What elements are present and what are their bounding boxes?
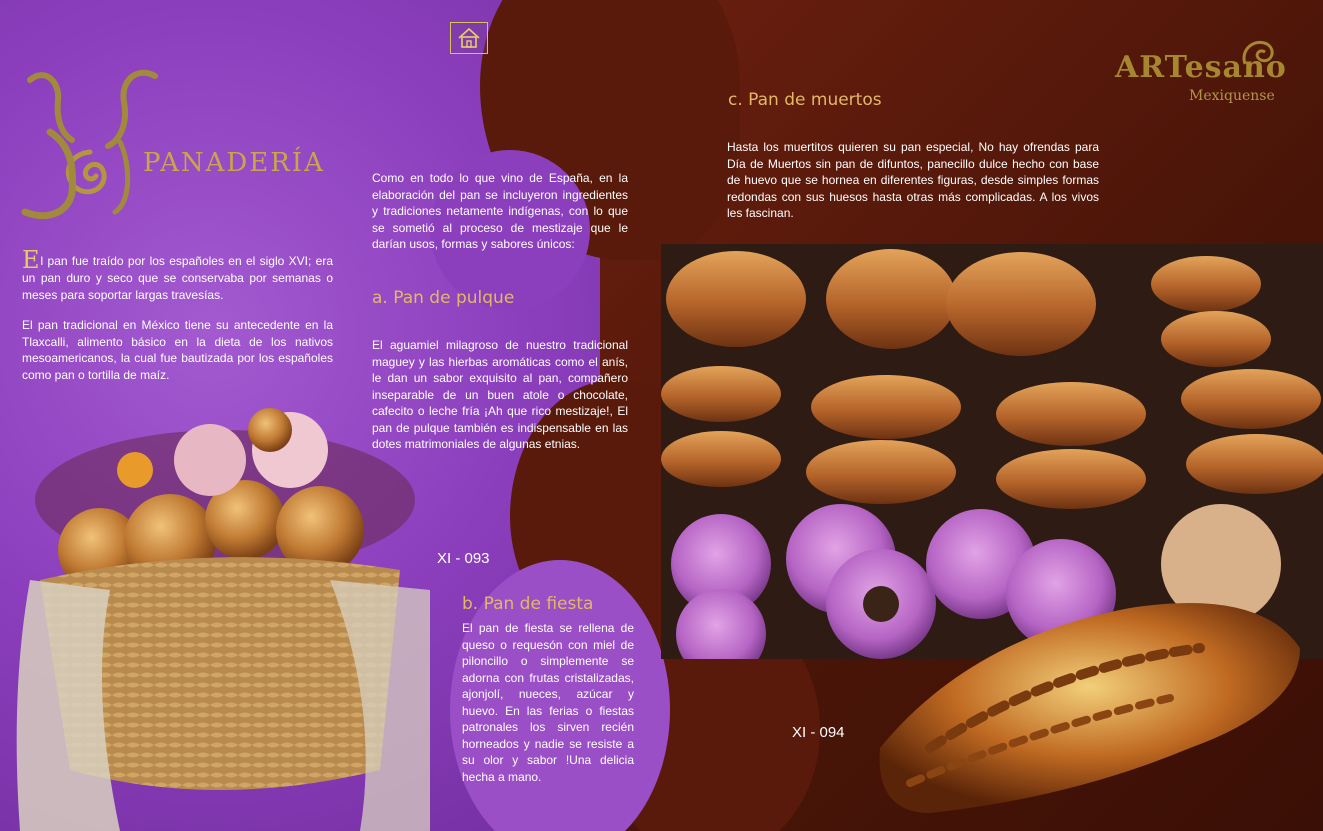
pulque-title: a. Pan de pulque: [372, 288, 515, 308]
swirl-logo-icon: [20, 62, 170, 232]
item-code-right: XI - 094: [792, 724, 845, 741]
drop-cap: E: [22, 246, 40, 274]
home-icon: [457, 27, 481, 49]
fiesta-body: El pan de fiesta se rellena de queso o requesón con miel de piloncillo o simplemente se adorna con frutas cristalizadas, ajonjolí, nueces, azúcar y huevo. En las ferias o fiestas patronales los sirven recién horneados y nadie se resiste a su olor y sabor !Una delicia hecha a mano.: [462, 621, 634, 784]
section-heading: PANADERÍA: [143, 148, 325, 178]
brand-subtitle: Mexiquense: [1189, 88, 1275, 104]
brand-logo: [1115, 34, 1290, 114]
braided-bread-photo: [870, 578, 1310, 828]
pulque-body: El aguamiel milagroso de nuestro tradicional maguey y las hierbas aromáticas como el anís, le dan un sabor exquisito al pan, compañero inseparable de un buen atole o chocolate, cafecito o leche fría ¡Ah que rico mestizaje!, El pan de pulque también es indispensable en las dotes matrimoniales de algunas etnias.: [372, 338, 628, 451]
brand-name: ARTesano: [1115, 50, 1287, 85]
home-button[interactable]: [450, 22, 488, 54]
intro-paragraph-1-text: l pan fue traído por los españoles en el siglo XVI; era un pan duro y seco que se conservaba por semanas o meses para soportar largas travesías.: [22, 254, 333, 302]
muertos-body: Hasta los muertitos quieren su pan especial, No hay ofrendas para Día de Muertos sin pan de difuntos, panecillo dulce hecho con base de huevo que se hornea en diferentes figuras, desde simples formas redondas con sus huesos hasta otras más complicadas. A los vivos les fascinan.: [727, 140, 1099, 220]
muertos-title: c. Pan de muertos: [728, 90, 882, 110]
intro-text: [22, 246, 333, 383]
bread-basket-photo: [0, 390, 430, 831]
intro-paragraph-1: [22, 246, 333, 303]
fiesta-title: b. Pan de fiesta: [462, 594, 594, 614]
intro-paragraph-2: El pan tradicional en México tiene su antecedente en la Tlaxcalli, alimento básico en la dieta de los nativos mesoamericanos, la cual fue bautizada por los españoles como pan o tortilla de maíz.: [22, 318, 333, 382]
middle-intro-text: Como en todo lo que vino de España, en la elaboración del pan se incluyeron ingredientes y tradiciones netamente indígenas, con lo que se sometió al proceso de mestizaje que le darían usos, formas y sabores únicos:: [372, 171, 628, 251]
item-code-left: XI - 093: [437, 550, 490, 567]
